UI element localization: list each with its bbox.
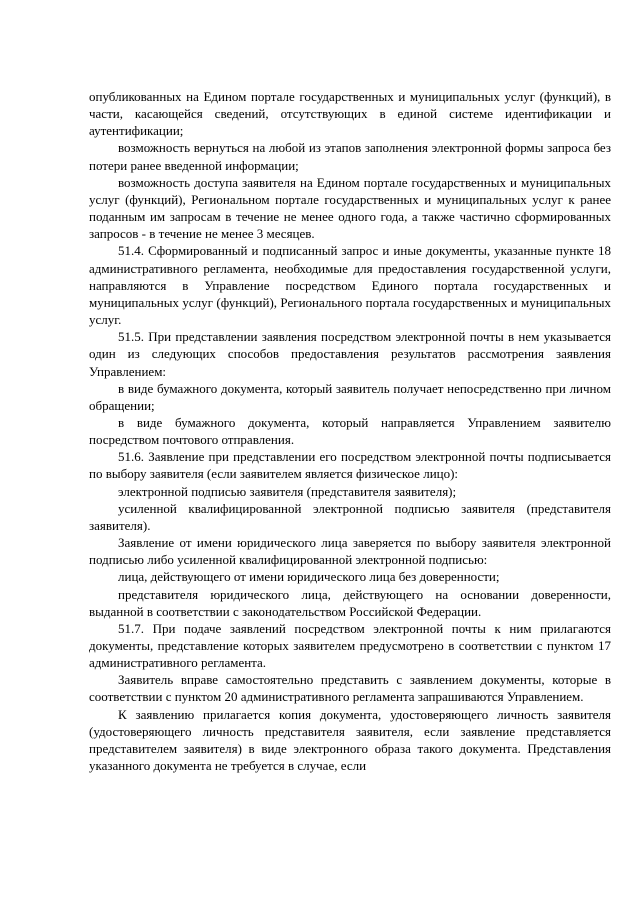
paragraph-return-to-step: возможность вернуться на любой из этапов заполнения электронной формы запроса без потери ранее введенной информации; — [89, 140, 611, 173]
paragraph-51-6: 51.6. Заявление при представлении его посредством электронной почты подписывается по выбору заявителя (если заявителем является физическое лицо): — [89, 449, 611, 482]
paragraph-without-power-of-attorney: лица, действующего от имени юридического лица без доверенности; — [118, 569, 500, 585]
paragraph-qualified-signature: усиленной квалифицированной электронной подписью заявителя (представителя заявителя). — [89, 500, 611, 533]
paragraph-paper-by-mail: в виде бумажного документа, который направляется Управлением заявителю посредством почтового отправления. — [89, 414, 611, 448]
paragraph-access-to-requests: возможность доступа заявителя на Едином портале государственных и муниципальных услуг (функций), Региональном портале государственных и муниципальных услуг к ранее поданным им запросам в течение не менее одного года, а также частично сформированных запросов - в течение не менее 3 месяцев. — [89, 174, 611, 242]
paragraph-paper-in-person: в виде бумажного документа, который заявитель получает непосредственно при личном обращении; — [89, 380, 611, 413]
paragraph-identity-document: К заявлению прилагается копия документа, удостоверяющего личность заявителя (удостоверяющего личность представителя заявителя, если заявление представляется представителем заявителя) в виде электронного образа такого документа. Представления указанного документа не требуется в случае, если — [89, 706, 611, 774]
paragraph-legal-entity-signature: Заявление от имени юридического лица заверяется по выбору заявителя электронной подписью либо усиленной квалифицированной электронной подписью: — [89, 535, 611, 568]
paragraph-51-4: 51.4. Сформированный и подписанный запрос и иные документы, указанные пункте 18 административного регламента, необходимые для предоставления государственной услуги, направляются в Управление посредством Единого портала государственных и муниципальных услуг (функций), Регионального портала государственных и муниципальных услуг. — [89, 243, 611, 328]
document-page — [89, 88, 611, 774]
paragraph-electronic-signature: электронной подписью заявителя (представителя заявителя); — [118, 483, 457, 499]
paragraph-51-5: 51.5. При представлении заявления посредством электронной почты в нем указывается один из следующих способов предоставления результатов рассмотрения заявления Управлением: — [89, 329, 611, 379]
paragraph-51-7: 51.7. При подаче заявлений посредством электронной почты к ним прилагаются документы, представление которых заявителем предусмотрено в соответствии с пунктом 17 административного регламента. — [89, 620, 611, 671]
paragraph-applicant-may-submit: Заявитель вправе самостоятельно представить с заявлением документы, которые в соответствии с пунктом 20 административного регламента запрашиваются Управлением. — [89, 672, 611, 705]
paragraph-representative: представителя юридического лица, действующего на основании доверенности, выданной в соответствии с законодательством Российской Федерации. — [89, 586, 611, 619]
paragraph-1-continuation: опубликованных на Едином портале государственных и муниципальных услуг (функций), в части, касающейся сведений, отсутствующих в единой системе идентификации и аутентификации; — [89, 89, 611, 139]
